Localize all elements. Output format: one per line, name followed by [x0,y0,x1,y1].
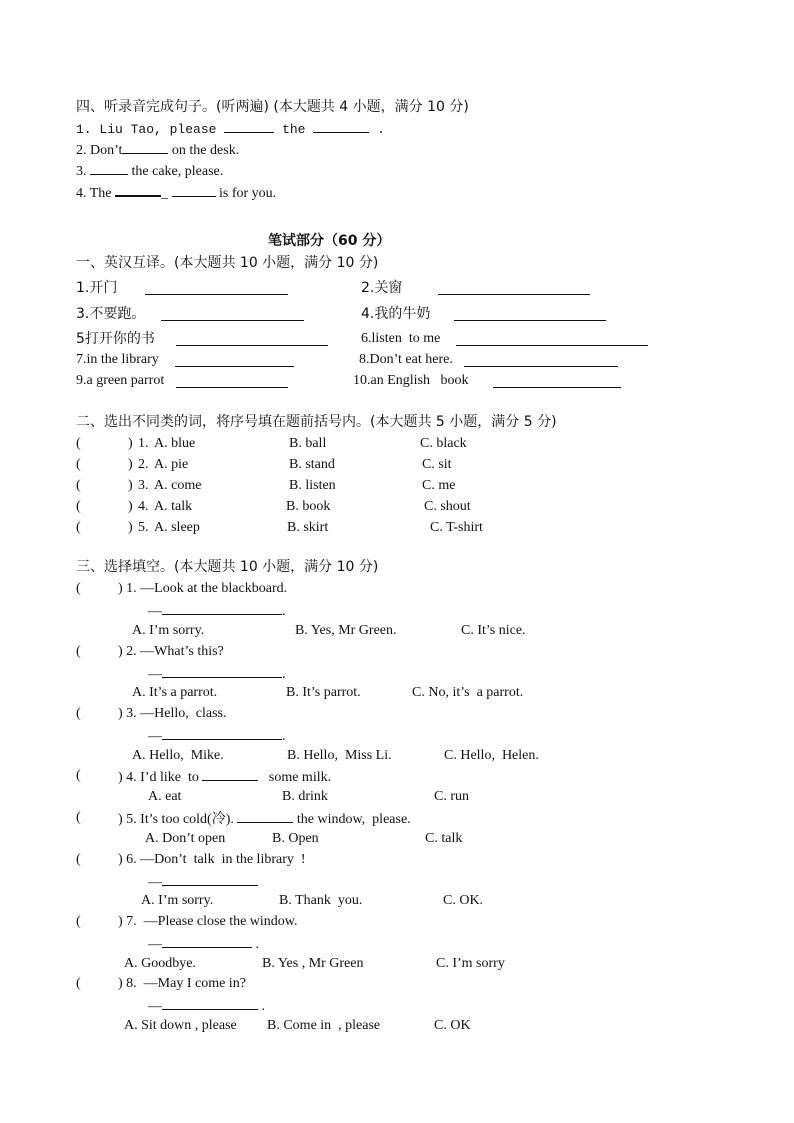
answer-blank[interactable] [175,353,294,367]
answer-blank[interactable] [313,119,369,133]
option-a: A. pie [154,457,189,472]
option-b: B. drink [282,789,328,804]
option-b: B. listen [289,478,336,493]
option-a: A. Goodbye. [124,956,196,971]
option-c: C. black [420,436,467,451]
option-b: B. Hello, Miss Li. [287,748,392,763]
answer-paren[interactable]: ( [76,499,81,514]
dash: — [148,604,162,619]
dialog-line [148,601,286,621]
option-c: C. me [422,478,456,493]
question-number: 4. [138,499,149,514]
option-b: B. Yes, Mr Green. [295,623,397,638]
answer-blank[interactable] [464,353,618,367]
option-a: A. Hello, Mike. [132,748,224,763]
option-c: C. Hello, Helen. [444,748,539,763]
listening-q2 [76,140,239,160]
question-close: ) [128,436,133,451]
answer-paren[interactable]: ( [76,852,81,867]
section3-heading: 三、选择填空。(本大题共 10 小题，满分 10 分) [76,559,379,575]
q-text: ) 5. It’s too cold(冷). [118,812,234,827]
answer-blank[interactable] [172,183,216,197]
answer-blank[interactable] [162,664,282,678]
listening-q4 [76,182,276,203]
dialog-line [148,726,286,746]
dialog-line [148,934,259,954]
answer-paren[interactable]: ( [76,810,81,825]
answer-paren[interactable]: ( [76,768,81,783]
option-a: A. I’m sorry. [141,893,214,908]
option-c: C. OK [434,1018,471,1033]
question-stem: ) 3. —Hello, class. [118,706,227,721]
period: . [255,937,259,952]
question-number: 1. [138,436,149,451]
option-b: B. Thank you. [279,893,363,908]
option-c: C. OK. [443,893,484,908]
option-a: A. Don’t open [145,831,226,846]
answer-paren[interactable]: ( [76,478,81,493]
dialog-line [148,664,286,684]
listening-heading: 四、听录音完成句子。(听两遍) (本大题共 4 小题，满分 10 分) [76,99,469,115]
answer-blank[interactable] [122,140,168,154]
option-a: A. sleep [154,520,200,535]
option-b: B. Yes , Mr Green [262,956,364,971]
dash: — [148,875,162,890]
translate-item: 7.in the library [76,352,159,367]
option-b: B. Open [272,831,319,846]
answer-paren[interactable]: ( [76,581,81,596]
q-text: the [282,122,306,137]
option-a: A. Sit down , please [124,1018,237,1033]
q-text: 3. [76,164,87,179]
option-c: C. sit [422,457,452,472]
answer-blank[interactable] [237,809,293,823]
translate-item: 8.Don’t eat here. [359,352,453,367]
question-number: 2. [138,457,149,472]
answer-blank[interactable] [145,281,288,295]
section1-heading: 一、英汉互译。(本大题共 10 小题，满分 10 分) [76,255,379,271]
option-b: B. skirt [287,520,329,535]
question-close: ) [128,499,133,514]
answer-blank[interactable] [115,182,161,197]
answer-blank[interactable] [456,332,648,346]
period: . [261,999,265,1014]
dash: — [148,667,162,682]
answer-paren[interactable]: ( [76,436,81,451]
answer-paren[interactable]: ( [76,976,81,991]
answer-paren[interactable]: ( [76,520,81,535]
answer-paren[interactable]: ( [76,914,81,929]
q-text: 1. Liu Tao, please [76,122,217,137]
question-close: ) [128,520,133,535]
translate-item: 3.不要跑。 [76,306,146,322]
answer-blank[interactable] [162,996,258,1010]
answer-blank[interactable] [202,767,258,781]
q-text: . [377,122,385,137]
answer-blank[interactable] [493,374,621,388]
listening-q1 [76,119,385,139]
option-c: C. run [434,789,469,804]
option-b: B. ball [289,436,327,451]
question-stem: ) 7. —Please close the window. [118,914,298,929]
q-text: the window, please. [296,812,411,827]
period: . [282,729,286,744]
option-b: B. stand [289,457,335,472]
answer-blank[interactable] [162,872,258,886]
q-text: ) 4. I’d like to [118,770,199,785]
period: . [282,667,286,682]
q-text: 2. Don’t [76,143,123,158]
answer-blank[interactable] [162,601,282,615]
option-b: B. It’s parrot. [286,685,361,700]
translate-item: 9.a green parrot [76,373,165,388]
answer-paren[interactable]: ( [76,457,81,472]
question-stem [118,809,411,829]
period: . [282,604,286,619]
question-close: ) [128,457,133,472]
dash: — [148,729,162,744]
translate-item: 1.开门 [76,280,118,296]
answer-blank[interactable] [454,307,606,321]
option-c: C. I’m sorry [436,956,505,971]
translate-item: 5打开你的书 [76,331,155,347]
question-stem: ) 8. —May I come in? [118,976,246,991]
option-c: C. shout [424,499,471,514]
q-text: some milk. [268,770,332,785]
option-b: B. Come in , please [267,1018,381,1033]
option-a: A. blue [154,436,196,451]
question-close: ) [128,478,133,493]
answer-blank[interactable] [224,119,274,133]
answer-blank[interactable] [90,161,128,175]
written-part-title: 笔试部分（60 分） [268,233,391,249]
listening-q3 [76,161,223,181]
option-a: A. I’m sorry. [132,623,205,638]
answer-paren[interactable]: ( [76,644,81,659]
answer-blank[interactable] [162,726,282,740]
translate-item: 4.我的牛奶 [361,306,431,322]
option-a: A. talk [154,499,193,514]
option-c: C. talk [425,831,463,846]
question-stem: ) 2. —What’s this? [118,644,224,659]
option-c: C. No, it’s a parrot. [412,685,524,700]
translate-item: 6.listen to me [361,331,441,346]
dialog-line [148,872,258,892]
answer-blank[interactable] [176,332,328,346]
q-text: 4. The [76,186,112,201]
answer-paren[interactable]: ( [76,706,81,721]
dash: — [148,937,162,952]
option-a: A. It’s a parrot. [132,685,218,700]
answer-blank[interactable] [176,374,288,388]
question-stem: ) 1. —Look at the blackboard. [118,581,288,596]
q-text: is for you. [219,186,277,201]
answer-blank[interactable] [162,934,252,948]
question-number: 5. [138,520,149,535]
q-text: the cake, please. [131,164,224,179]
answer-blank[interactable] [161,307,304,321]
option-c: C. T-shirt [430,520,483,535]
translate-item: 10.an English book [353,373,469,388]
section2-heading: 二、选出不同类的词，将序号填在题前括号内。(本大题共 5 小题，满分 5 分) [76,414,557,430]
question-stem: ) 6. —Don’t talk in the library ! [118,852,306,867]
question-stem [118,767,331,787]
dash: — [148,999,162,1014]
q-text: on the desk. [171,143,240,158]
question-number: 3. [138,478,149,493]
option-b: B. book [286,499,331,514]
option-a: A. come [154,478,202,493]
translate-item: 2.关窗 [361,280,403,296]
option-a: A. eat [148,789,182,804]
dialog-line [148,996,265,1016]
option-c: C. It’s nice. [461,623,526,638]
q-text: _ [161,186,169,201]
answer-blank[interactable] [438,281,590,295]
